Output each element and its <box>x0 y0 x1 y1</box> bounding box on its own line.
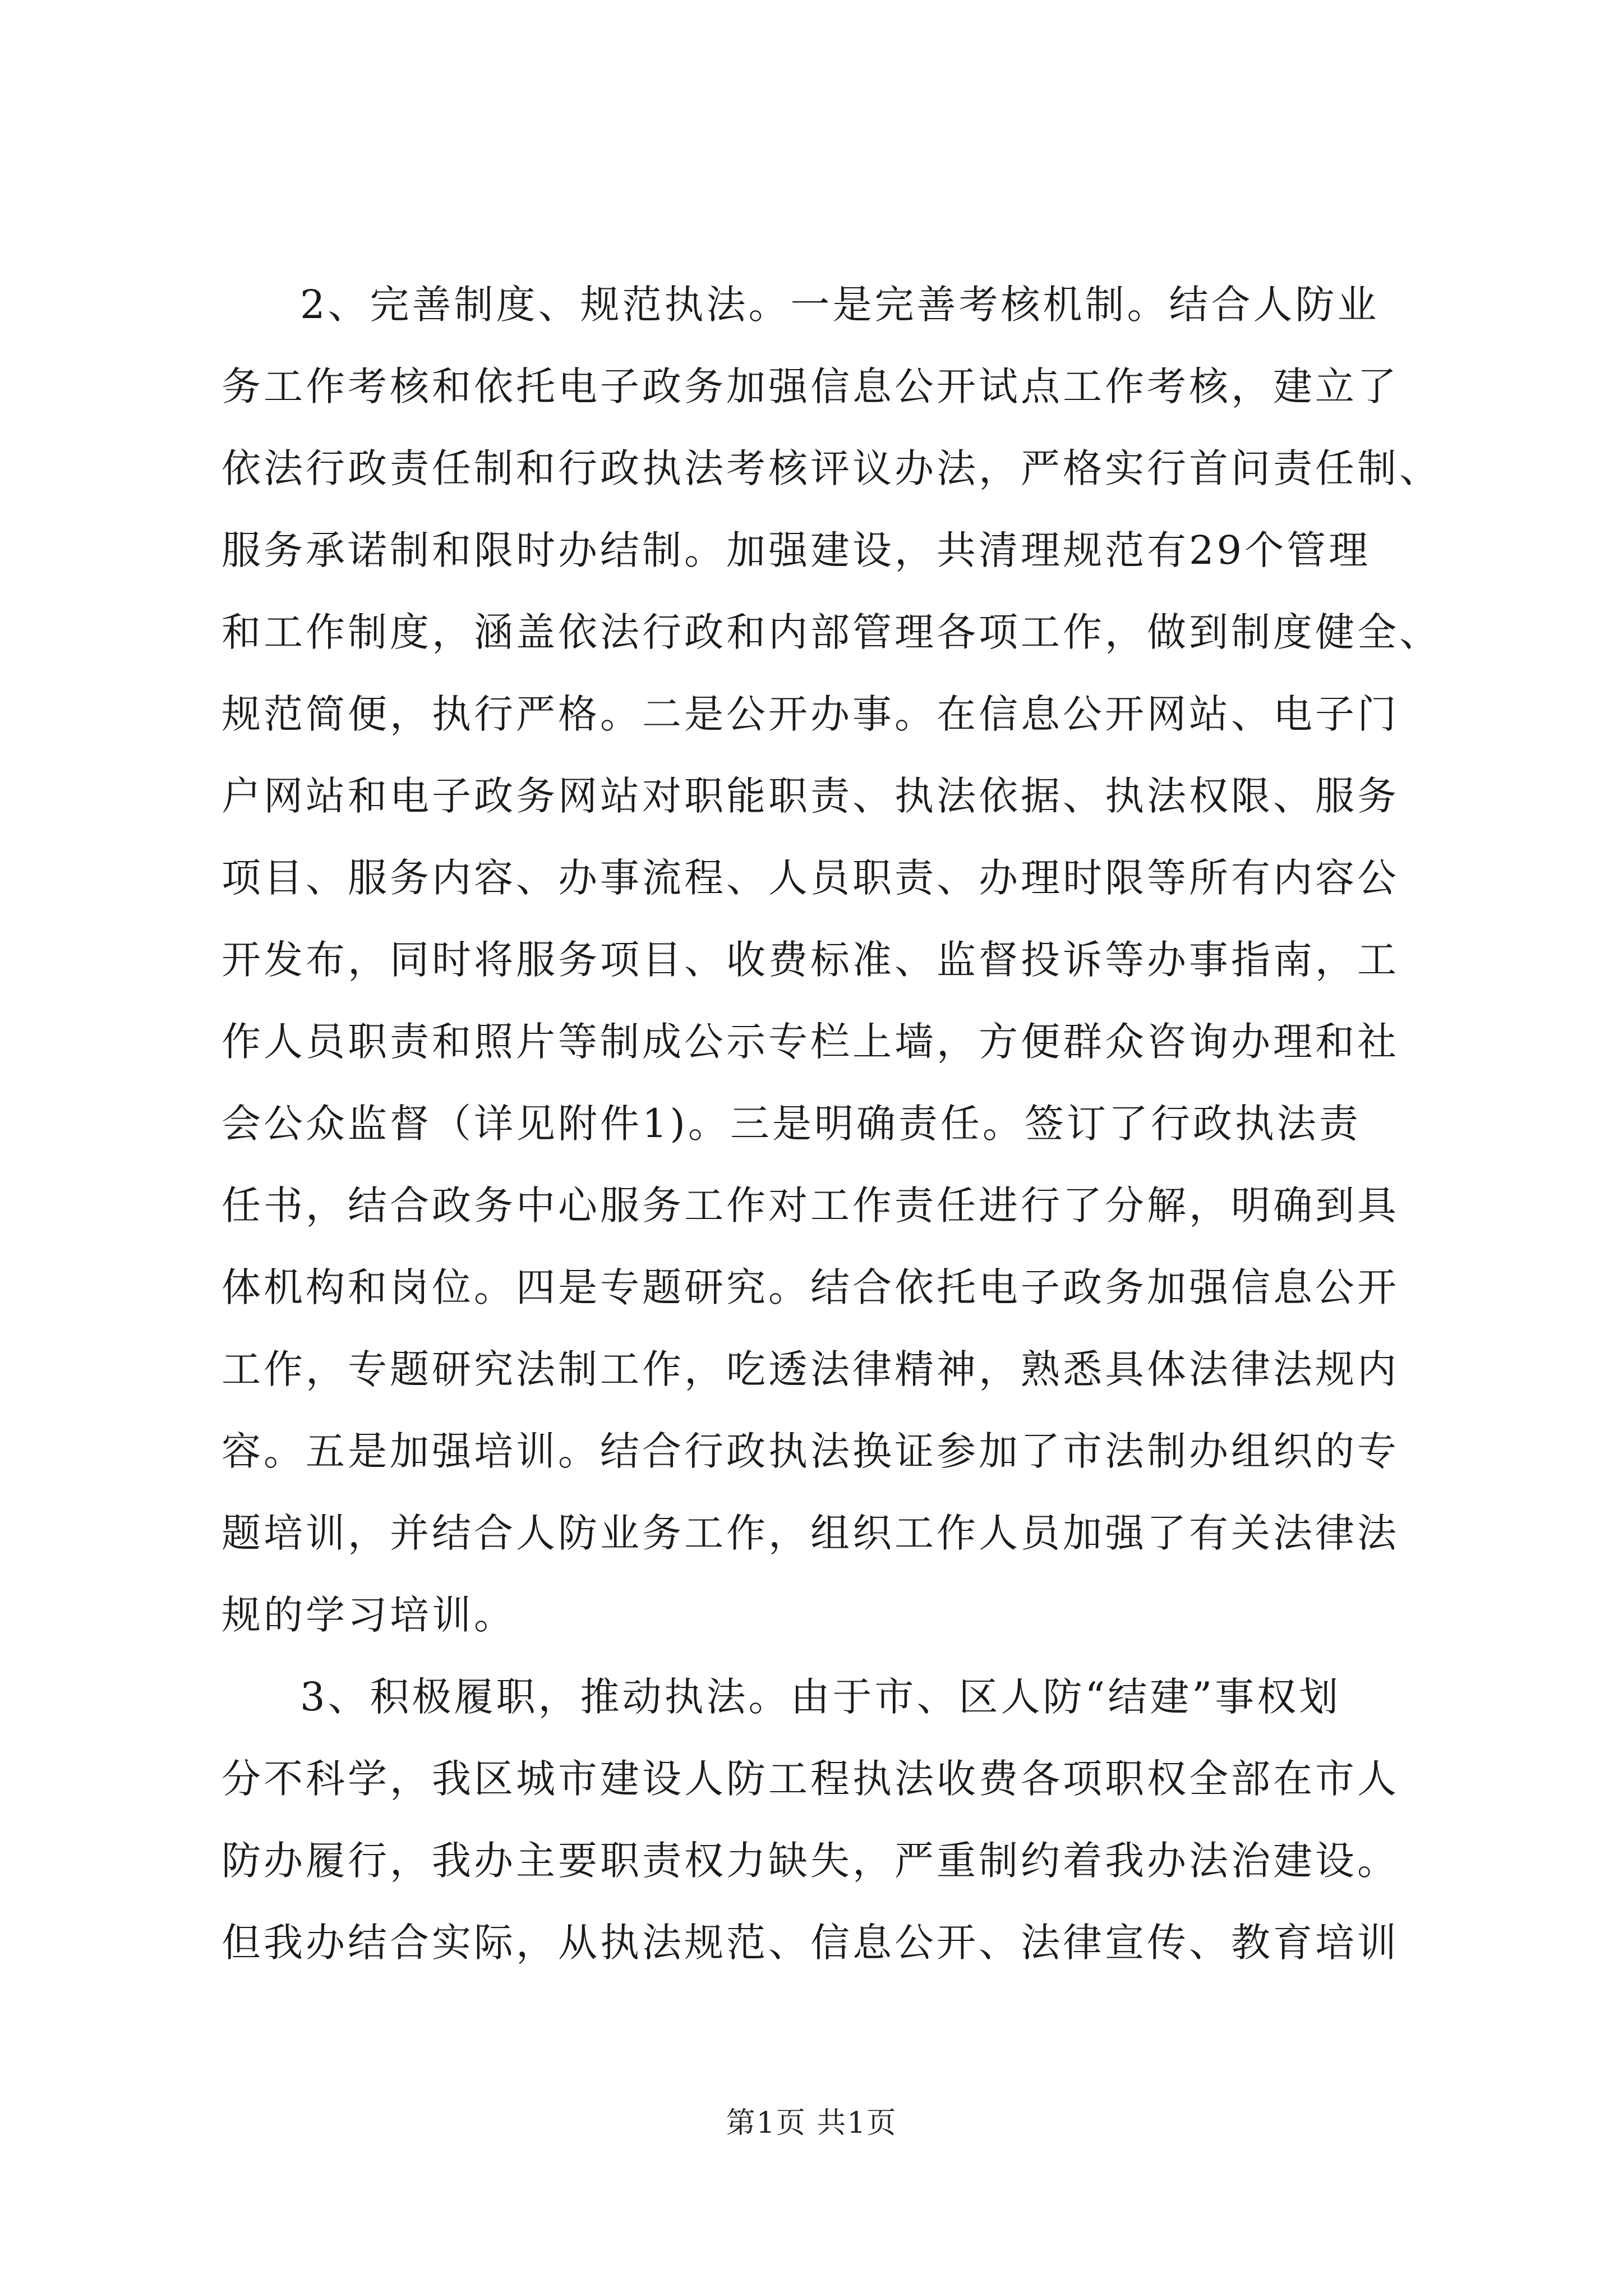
paragraph-2-line-3: 依法行政责任制和行政执法考核评议办法，严格实行首问责任制、 <box>222 445 1441 491</box>
paragraph-2-line-6: 规范简便，执行严格。二是公开办事。在信息公开网站、电子门 <box>222 691 1399 737</box>
paragraph-2-line-16: 题培训，并结合人防业务工作，组织工作人员加强了有关法律法 <box>222 1510 1399 1556</box>
paragraph-2-line-14: 工作，专题研究法制工作，吃透法律精神，熟悉具体法律法规内 <box>222 1346 1399 1392</box>
paragraph-2-line-7: 户网站和电子政务网站对职能职责、执法依据、执法权限、服务 <box>222 773 1399 819</box>
paragraph-3-line-3: 防办履行，我办主要职责权力缺失，严重制约着我办法治建设。 <box>222 1838 1399 1884</box>
paragraph-2-line-8: 项目、服务内容、办事流程、人员职责、办理时限等所有内容公 <box>222 855 1399 901</box>
paragraph-2-line-17: 规的学习培训。 <box>222 1592 516 1638</box>
paragraph-2-line-12: 任书，结合政务中心服务工作对工作责任进行了分解，明确到具 <box>222 1182 1399 1228</box>
document-body <box>222 264 1441 1984</box>
page-footer <box>0 2101 1623 2146</box>
paragraph-2-line-1: 2、完善制度、规范执法。一是完善考核机制。结合人防业 <box>300 282 1380 328</box>
paragraph-2-line-5: 和工作制度，涵盖依法行政和内部管理各项工作，做到制度健全、 <box>222 609 1441 655</box>
paragraph-2-line-11: 会公众监督（详见附件1)。三是明确责任。签订了行政执法责 <box>222 1101 1361 1147</box>
paragraph-2-line-10: 作人员职责和照片等制成公示专栏上墙，方便群众咨询办理和社 <box>222 1019 1399 1065</box>
paragraph-2-line-2: 务工作考核和依托电子政务加强信息公开试点工作考核，建立了 <box>222 364 1399 409</box>
paragraph-2-line-9: 开发布，同时将服务项目、收费标准、监督投诉等办事指南，工 <box>222 937 1399 983</box>
paragraph-2-line-15: 容。五是加强培训。结合行政执法换证参加了市法制办组织的专 <box>222 1428 1399 1474</box>
paragraph-3-line-1: 3、积极履职，推动执法。由于市、区人防“结建”事权划 <box>300 1674 1341 1720</box>
paragraph-3-line-4: 但我办结合实际，从执法规范、信息公开、法律宣传、教育培训 <box>222 1920 1399 1966</box>
paragraph-2-line-4: 服务承诺制和限时办结制。加强建设，共清理规范有29个管理 <box>222 527 1371 573</box>
paragraph-3-line-2: 分不科学，我区城市建设人防工程执法收费各项职权全部在市人 <box>222 1756 1399 1802</box>
paragraph-2-line-13: 体机构和岗位。四是专题研究。结合依托电子政务加强信息公开 <box>222 1264 1399 1310</box>
page-number-label: 第1页 共1页 <box>726 2106 897 2140</box>
